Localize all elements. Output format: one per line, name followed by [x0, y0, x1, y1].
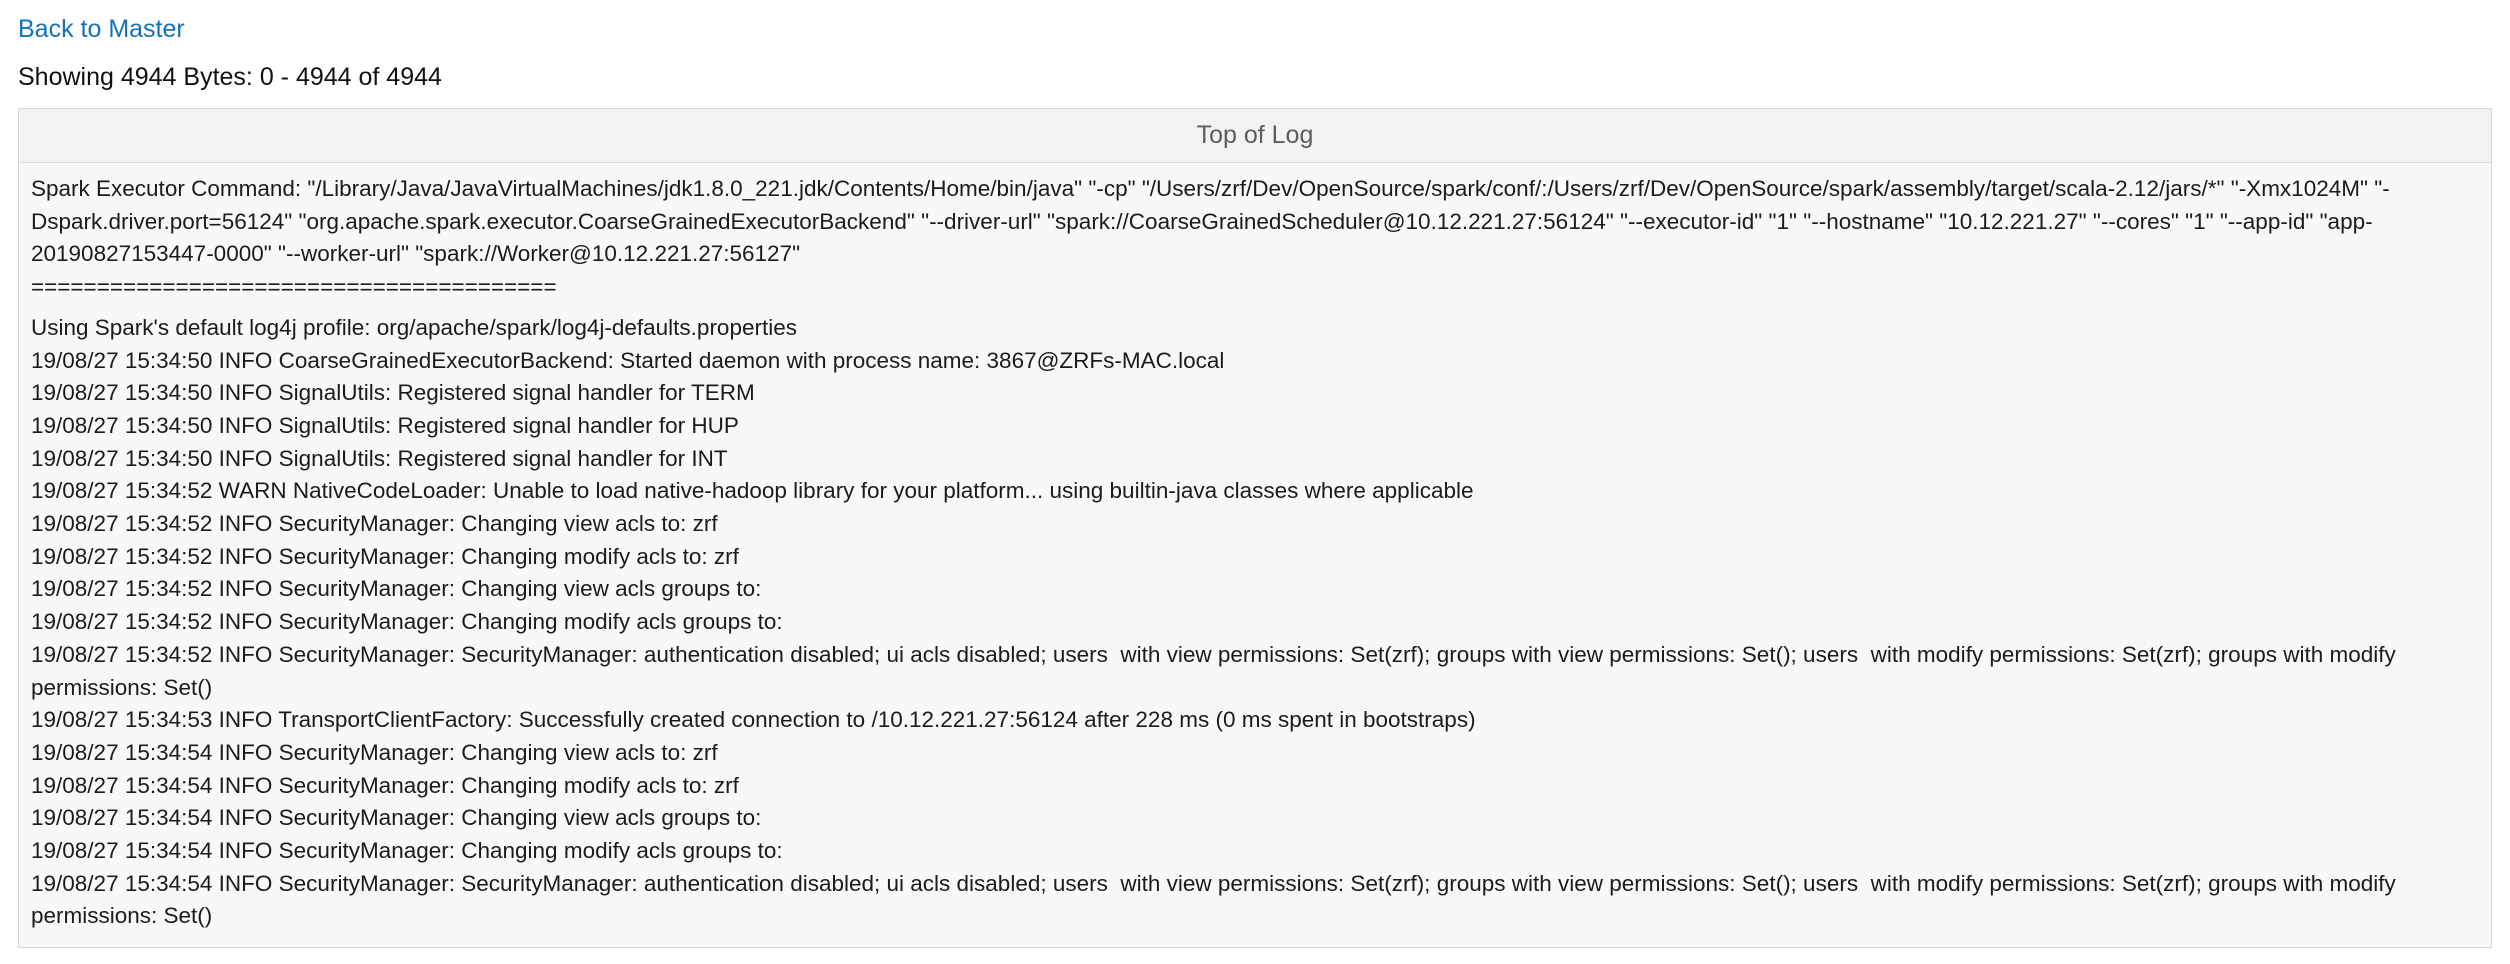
log-line: ======================================== — [31, 274, 557, 300]
log-line: 19/08/27 15:34:52 INFO SecurityManager: Changing modify acls to: zrf — [31, 543, 739, 569]
log-line: 19/08/27 15:34:53 INFO TransportClientFactory: Successfully created connection to /10.12.221.27:56124 after 228 ms (0 ms spent in bootstraps) — [31, 707, 1476, 733]
log-panel-header: Top of Log — [19, 109, 2491, 163]
log-line: Spark Executor Command: "/Library/Java/JavaVirtualMachines/jdk1.8.0_221.jdk/Contents/Home/bin/java" "-cp" "/Users/zrf/Dev/OpenSource/spark/conf/:/Users/zrf/Dev/OpenSource/spark/assembly/target/scala-2.12/jars/*" "-Xmx1024M" "-Dspark.driver.port=56124" "org.apache.spark.executor.CoarseGrainedExecutorBackend" "--driver-url" "spark://CoarseGrainedScheduler@10.12.221.27:56124" "--executor-id" "1" "--hostname" "10.12.221.27" "--cores" "1" "--app-id" "app-20190827153447-0000" "--worker-url" "spark://Worker@10.12.221.27:56127" — [31, 176, 2390, 267]
log-content[interactable] — [19, 163, 2491, 947]
log-line: 19/08/27 15:34:52 INFO SecurityManager: Changing modify acls groups to: — [31, 609, 783, 635]
log-line: 19/08/27 15:34:54 INFO SecurityManager: SecurityManager: authentication disabled; ui acls disabled; users with view permissions: Set(zrf); groups with view permissions: Set(); users with modify permissions: Set(zrf); groups with modify permissions: Set() — [31, 870, 2403, 929]
log-line: 19/08/27 15:34:52 INFO SecurityManager: SecurityManager: authentication disabled; ui acls disabled; users with view permissions: Set(zrf); groups with view permissions: Set(); users with modify permissions: Set(zrf); groups with modify permissions: Set() — [31, 641, 2403, 700]
log-line: 19/08/27 15:34:50 INFO SignalUtils: Registered signal handler for INT — [31, 445, 728, 471]
log-line: 19/08/27 15:34:50 INFO CoarseGrainedExecutorBackend: Started daemon with process name: 3867@ZRFs-MAC.local — [31, 347, 1225, 373]
log-line: 19/08/27 15:34:54 INFO SecurityManager: Changing view acls groups to: — [31, 805, 762, 831]
log-line: 19/08/27 15:34:54 INFO SecurityManager: Changing modify acls groups to: — [31, 838, 783, 864]
showing-bytes-status: Showing 4944 Bytes: 0 - 4944 of 4944 — [18, 63, 442, 91]
log-line: 19/08/27 15:34:54 INFO SecurityManager: Changing view acls to: zrf — [31, 739, 718, 765]
log-line: 19/08/27 15:34:52 INFO SecurityManager: Changing view acls groups to: — [31, 576, 762, 602]
back-to-master-link[interactable]: Back to Master — [18, 15, 185, 43]
log-line: 19/08/27 15:34:50 INFO SignalUtils: Registered signal handler for HUP — [31, 412, 739, 438]
log-line: 19/08/27 15:34:52 WARN NativeCodeLoader: Unable to load native-hadoop library for your platform... using builtin-java classes where applicable — [31, 478, 1474, 504]
log-line: 19/08/27 15:34:50 INFO SignalUtils: Registered signal handler for TERM — [31, 380, 755, 406]
log-line: 19/08/27 15:34:54 INFO SecurityManager: Changing modify acls to: zrf — [31, 772, 739, 798]
log-line — [31, 304, 2479, 312]
log-line: Using Spark's default log4j profile: org/apache/spark/log4j-defaults.properties — [31, 314, 797, 340]
log-line: 19/08/27 15:34:52 INFO SecurityManager: Changing view acls to: zrf — [31, 511, 718, 537]
log-panel — [18, 108, 2492, 948]
